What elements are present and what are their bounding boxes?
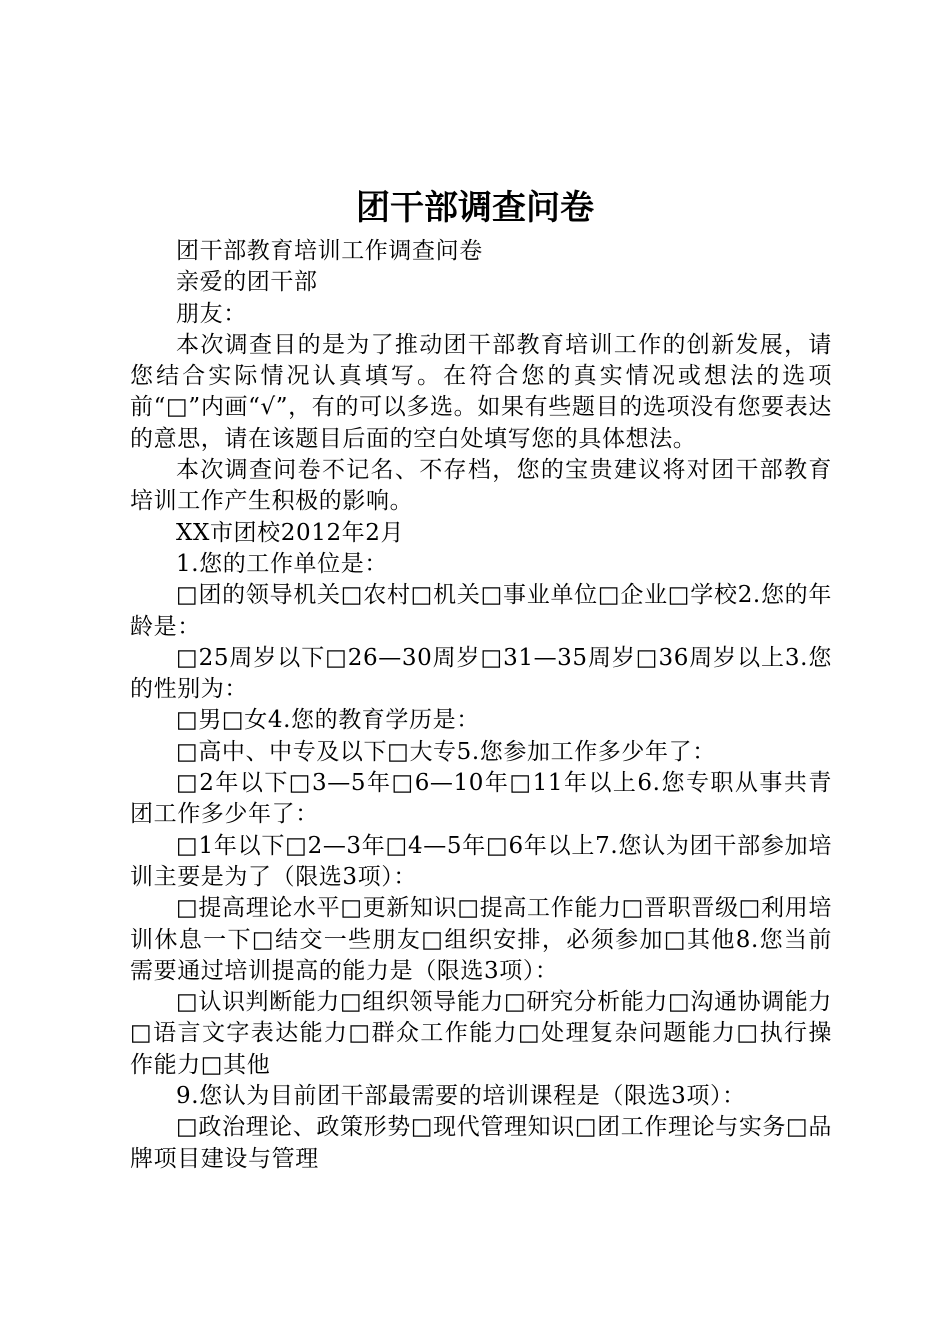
question-5-options: □2年以下□3—5年□6—10年□11年以上6.您专职从事共青团工作多少年了： <box>130 770 832 828</box>
question-6-options: □1年以下□2—3年□4—5年□6年以上7.您认为团干部参加培训主要是为了（限选3项）： <box>130 832 832 890</box>
question-8-options: □认识判断能力□组织领导能力□研究分析能力□沟通协调能力□语言文字表达能力□群众工作能力□处理复杂问题能力□执行操作能力□其他 <box>130 989 832 1078</box>
document-body <box>130 236 832 1175</box>
question-1: 1.您的工作单位是： <box>176 550 388 577</box>
salutation-line-1: 亲爱的团干部 <box>176 269 318 296</box>
issuer-date: XX市团校2012年2月 <box>176 519 405 546</box>
privacy-paragraph: 本次调查问卷不记名、不存档，您的宝贵建议将对团干部教育培训工作产生积极的影响。 <box>130 457 832 515</box>
question-3-options: □男□女4.您的教育学历是： <box>176 707 480 734</box>
question-9-options: □政治理论、政策形势□现代管理知识□团工作理论与实务□品牌项目建设与管理 <box>130 1114 832 1172</box>
question-1-options: □团的领导机关□农村□机关□事业单位□企业□学校2.您的年龄是： <box>130 582 832 640</box>
salutation-line-2: 朋友： <box>176 300 247 327</box>
intro-paragraph: 本次调查目的是为了推动团干部教育培训工作的创新发展，请您结合实际情况认真填写。在符合您的真实情况或想法的选项前“□”内画“√”，有的可以多选。如果有些题目的选项没有您要表达的意思，请在该题目后面的空白处填写您的具体想法。 <box>130 331 832 452</box>
document-title: 团干部调查问卷 <box>356 188 594 228</box>
survey-subtitle: 团干部教育培训工作调查问卷 <box>176 238 483 264</box>
question-4-options: □高中、中专及以下□大专5.您参加工作多少年了： <box>176 738 716 765</box>
question-7-options: □提高理论水平□更新知识□提高工作能力□晋职晋级□利用培训休息一下□结交一些朋友□组织安排，必须参加□其他8.您当前需要通过培训提高的能力是（限选3项）： <box>130 895 832 984</box>
question-2-options: □25周岁以下□26—30周岁□31—35周岁□36周岁以上3.您的性别为： <box>130 644 832 703</box>
question-9: 9.您认为目前团干部最需要的培训课程是（限选3项）： <box>176 1083 746 1110</box>
